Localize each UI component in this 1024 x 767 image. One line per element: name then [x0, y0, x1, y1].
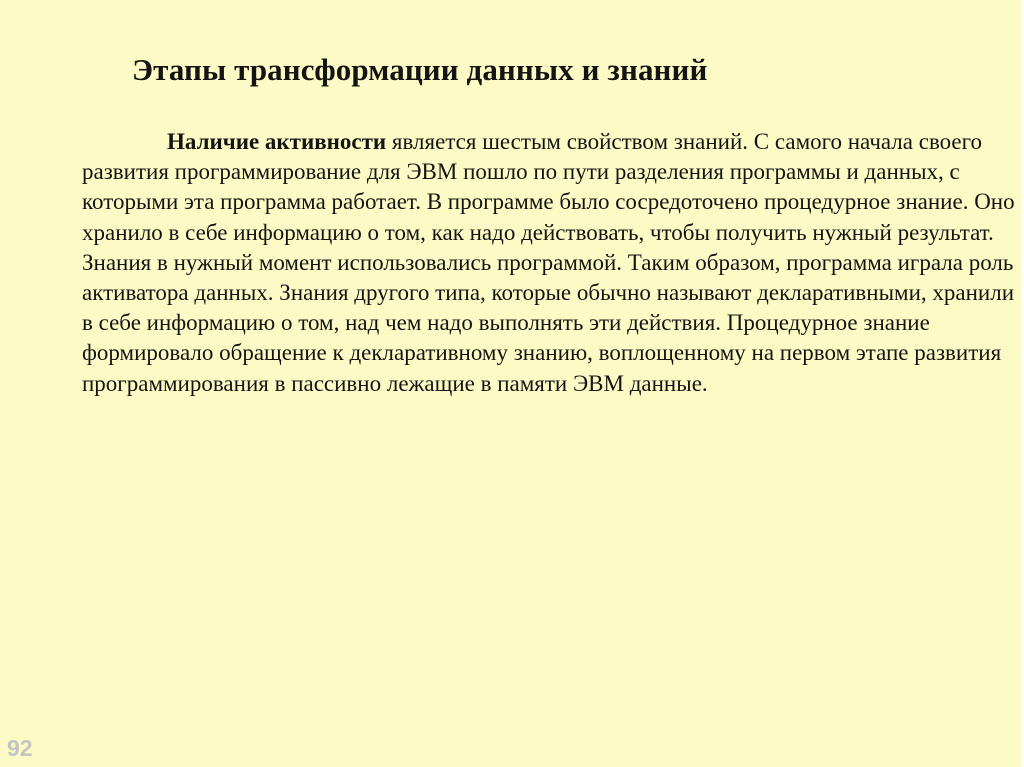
- page-number: 92: [7, 735, 33, 761]
- body-lead-bold: Наличие активности: [167, 129, 387, 154]
- body-text: является шестым свойством знаний. С самого начала своего развития программирование для ЭВМ пошло по пути разделения программы и данных, с которыми эта программа работает. В программе было сосредоточено процедурное знание. Оно хранило в себе информацию о том, как надо действовать, чтобы получить нужный результат. Знания в нужный момент использовались программой. Таким образом, программа играла роль активатора данных. Знания другого типа, которые обычно называют декларативными, хранили в себе информацию о том, над чем надо выполнять эти действия. Процедурное знание формировало обращение к декларативному знанию, воплощенному на первом этапе развития программирования в пассивно лежащие в памяти ЭВМ данные.: [82, 129, 1015, 396]
- slide-body-paragraph: [82, 127, 1017, 399]
- slide-title: Этапы трансформации данных и знаний: [132, 52, 708, 87]
